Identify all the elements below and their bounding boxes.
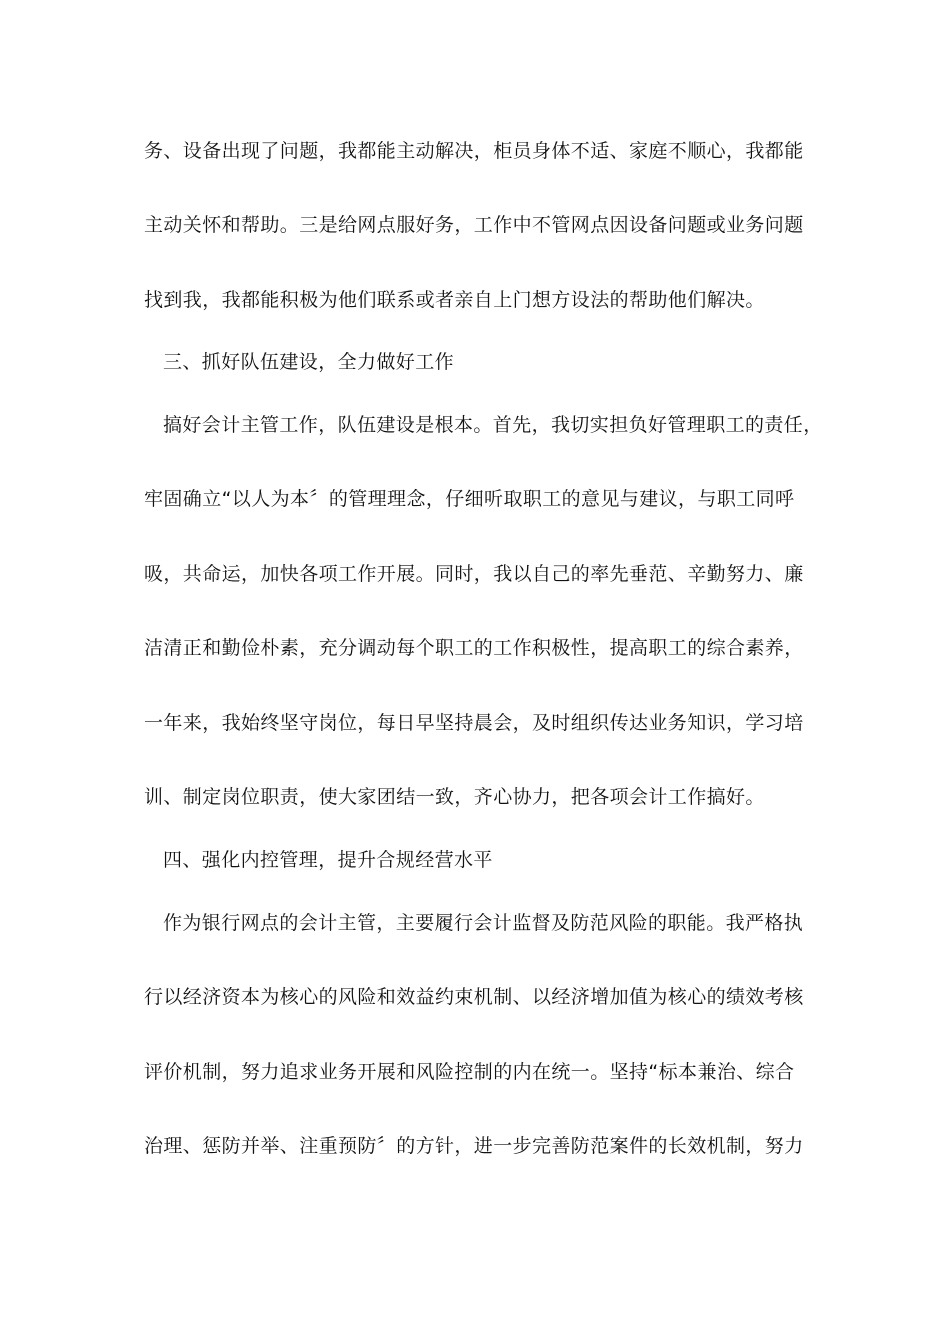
paragraph-line-7: 洁清正和勤俭朴素，充分调动每个职工的工作积极性，提高职工的综合素养， [144, 637, 804, 659]
paragraph-line-11: 行以经济资本为核心的风险和效益约束机制、以经济增加值为核心的绩效考核 [144, 986, 804, 1008]
paragraph-line-2: 主动关怀和帮助。三是给网点服好务，工作中不管网点因设备问题或业务问题 [144, 214, 804, 236]
paragraph-line-12: 评价机制，努力追求业务开展和风险控制的内在统一。坚持“标本兼治、综合 [144, 1061, 795, 1083]
paragraph-line-8: 一年来，我始终坚守岗位，每日早坚持晨会，及时组织传达业务知识，学习培 [144, 712, 804, 734]
paragraph-line-4: 搞好会计主管工作，队伍建设是根本。首先，我切实担负好管理职工的责任， [163, 414, 823, 436]
paragraph-line-3: 找到我，我都能积极为他们联系或者亲自上门想方设法的帮助他们解决。 [144, 289, 765, 311]
paragraph-line-6: 吸，共命运，加快各项工作开展。同时，我以自己的率先垂范、辛勤努力、廉 [144, 563, 804, 585]
section-heading-4: 四、强化内控管理，提升合规经营水平 [163, 849, 493, 871]
paragraph-line-10: 作为银行网点的会计主管，主要履行会计监督及防范风险的职能。我严格执 [163, 912, 804, 934]
paragraph-line-1: 务、设备出现了问题，我都能主动解决，柜员身体不适、家庭不顺心，我都能 [144, 140, 804, 162]
paragraph-line-13: 治理、惩防并举、注重预防〞的方针，进一步完善防范案件的长效机制，努力 [144, 1135, 804, 1157]
section-heading-3: 三、抓好队伍建设，全力做好工作 [163, 351, 455, 373]
paragraph-line-9: 训、制定岗位职责，使大家团结一致，齐心协力，把各项会计工作搞好。 [144, 786, 765, 808]
paragraph-line-5: 牢固确立“以人为本〞的管理理念，仔细听取职工的意见与建议，与职工同呼 [144, 488, 795, 510]
